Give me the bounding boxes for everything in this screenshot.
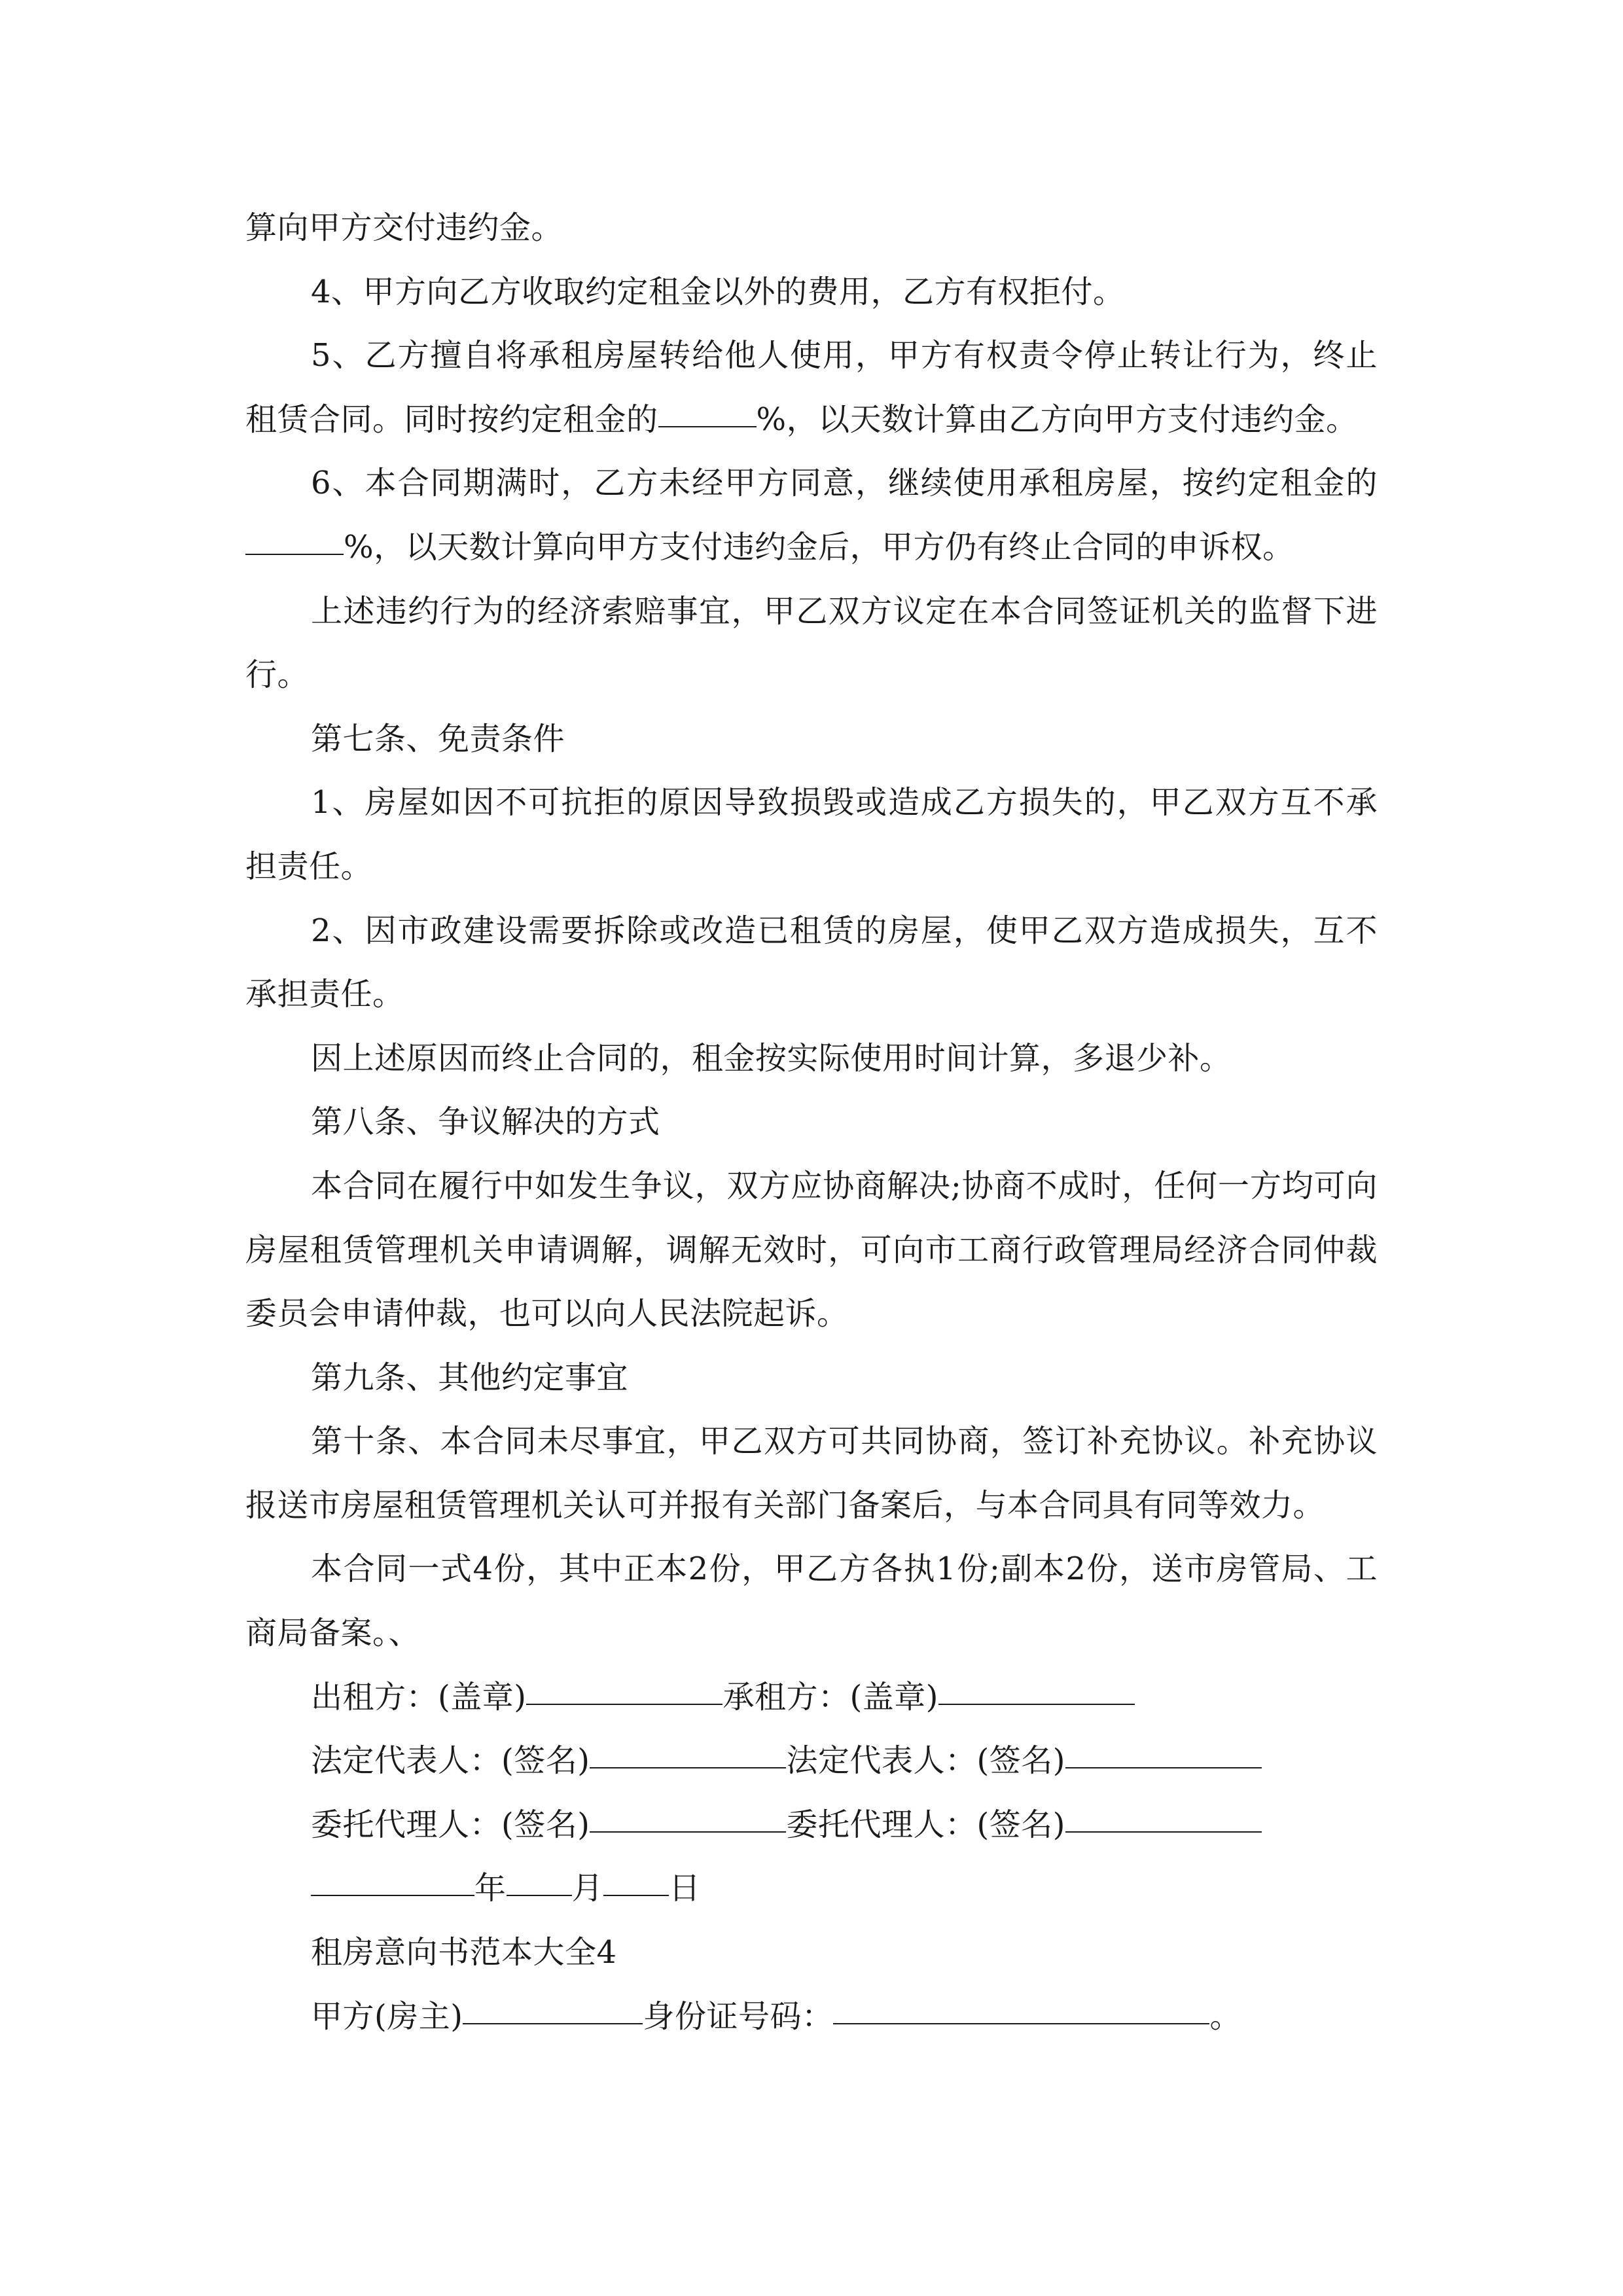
day-label: 日	[669, 1870, 701, 1907]
blank-percent-field	[658, 425, 757, 427]
dispute-resolution	[245, 1155, 1378, 1346]
day-blank	[603, 1894, 669, 1896]
article-8-heading	[245, 1090, 1378, 1155]
heading-text: 第九条、其他约定事宜	[311, 1359, 629, 1396]
date-row	[245, 1857, 1378, 1921]
party-a-row	[245, 1985, 1378, 2049]
lessee-rep-blank	[1065, 1767, 1262, 1768]
clause-4	[245, 260, 1378, 325]
lessor-rep-blank	[590, 1767, 786, 1768]
exemption-1	[245, 771, 1378, 899]
lessee-signature-blank	[938, 1703, 1135, 1705]
heading-text: 第八条、争议解决的方式	[311, 1103, 660, 1141]
end-mark: 。	[1209, 1998, 1241, 2035]
paragraph-text: %，以天数计算由乙方向甲方支付违约金。	[756, 401, 1358, 438]
exemption-2	[245, 899, 1378, 1027]
lessee-agent-label: 委托代理人：(签名)	[786, 1806, 1065, 1843]
paragraph-text: 第十条、本合同未尽事宜，甲乙双方可共同协商，签订补充协议。补充协议报送市房屋租赁管理机关认可并报有关部门备案后，与本合同具有同等效力。	[245, 1423, 1378, 1524]
lessee-rep-label: 法定代表人：(签名)	[786, 1742, 1065, 1780]
paragraph-text: %，以天数计算向甲方支付违约金后，甲方仍有终止合同的申诉权。	[344, 528, 1294, 565]
year-label: 年	[474, 1870, 507, 1907]
lessee-label: 承租方：(盖章)	[722, 1678, 938, 1715]
blank-percent-field	[245, 553, 344, 555]
lessee-agent-blank	[1065, 1831, 1262, 1833]
paragraph-text: 本合同一式4份，其中正本2份，甲乙方各执1份;副本2份，送市房管局、工商局备案。、	[245, 1551, 1378, 1652]
year-blank	[311, 1894, 474, 1896]
id-number-blank	[833, 2022, 1209, 2024]
lessor-signature-blank	[526, 1703, 722, 1705]
lessor-rep-label: 法定代表人：(签名)	[311, 1742, 590, 1780]
paragraph-text: 4、甲方向乙方收取约定租金以外的费用，乙方有权拒付。	[311, 273, 1125, 310]
paragraph-text: 1、房屋如因不可抗拒的原因导致损毁或造成乙方损失的，甲乙双方互不承担责任。	[245, 784, 1378, 885]
clause-6	[245, 452, 1378, 579]
id-number-label: 身份证号码：	[643, 1998, 834, 2035]
heading-text: 第七条、免责条件	[311, 720, 565, 757]
breach-summary	[245, 580, 1378, 708]
heading-text: 租房意向书范本大全4	[311, 1934, 617, 1971]
paragraph-text: 5、乙方擅自将承租房屋转给他人使用，甲方有权责令停止转让行为，终止租赁合同。同时按约定租金的	[245, 337, 1378, 438]
section-title-4	[245, 1921, 1378, 1985]
document-body	[245, 196, 1378, 2049]
month-label: 月	[571, 1870, 604, 1907]
paragraph-text: 算向甲方交付违约金。	[245, 209, 563, 246]
party-a-label: 甲方(房主)	[311, 1998, 463, 2035]
signature-row-agents	[245, 1793, 1378, 1857]
paragraph-continuation	[245, 196, 1378, 260]
copies-clause	[245, 1537, 1378, 1665]
paragraph-text: 因上述原因而终止合同的，租金按实际使用时间计算，多退少补。	[311, 1039, 1232, 1077]
month-blank	[507, 1894, 572, 1896]
paragraph-text: 6、本合同期满时，乙方未经甲方同意，继续使用承租房屋，按约定租金的	[311, 465, 1378, 502]
lessor-agent-label: 委托代理人：(签名)	[311, 1806, 590, 1843]
signature-row-parties	[245, 1666, 1378, 1730]
article-9-heading	[245, 1346, 1378, 1410]
article-7-heading	[245, 708, 1378, 772]
owner-name-blank	[463, 2022, 643, 2024]
paragraph-text: 2、因市政建设需要拆除或改造已租赁的房屋，使甲乙双方造成损失，互不承担责任。	[245, 912, 1378, 1013]
article-10	[245, 1410, 1378, 1537]
exemption-rent-note	[245, 1027, 1378, 1091]
signature-row-representatives	[245, 1729, 1378, 1793]
lessor-label: 出租方：(盖章)	[311, 1678, 527, 1715]
paragraph-text: 上述违约行为的经济索赔事宜，甲乙双方议定在本合同签证机关的监督下进行。	[245, 592, 1378, 694]
clause-5	[245, 324, 1378, 452]
paragraph-text: 本合同在履行中如发生争议，双方应协商解决;协商不成时，任何一方均可向房屋租赁管理机关申请调解，调解无效时，可向市工商行政管理局经济合同仲裁委员会申请仲裁，也可以向人民法院起诉。	[245, 1167, 1378, 1333]
lessor-agent-blank	[590, 1831, 786, 1833]
